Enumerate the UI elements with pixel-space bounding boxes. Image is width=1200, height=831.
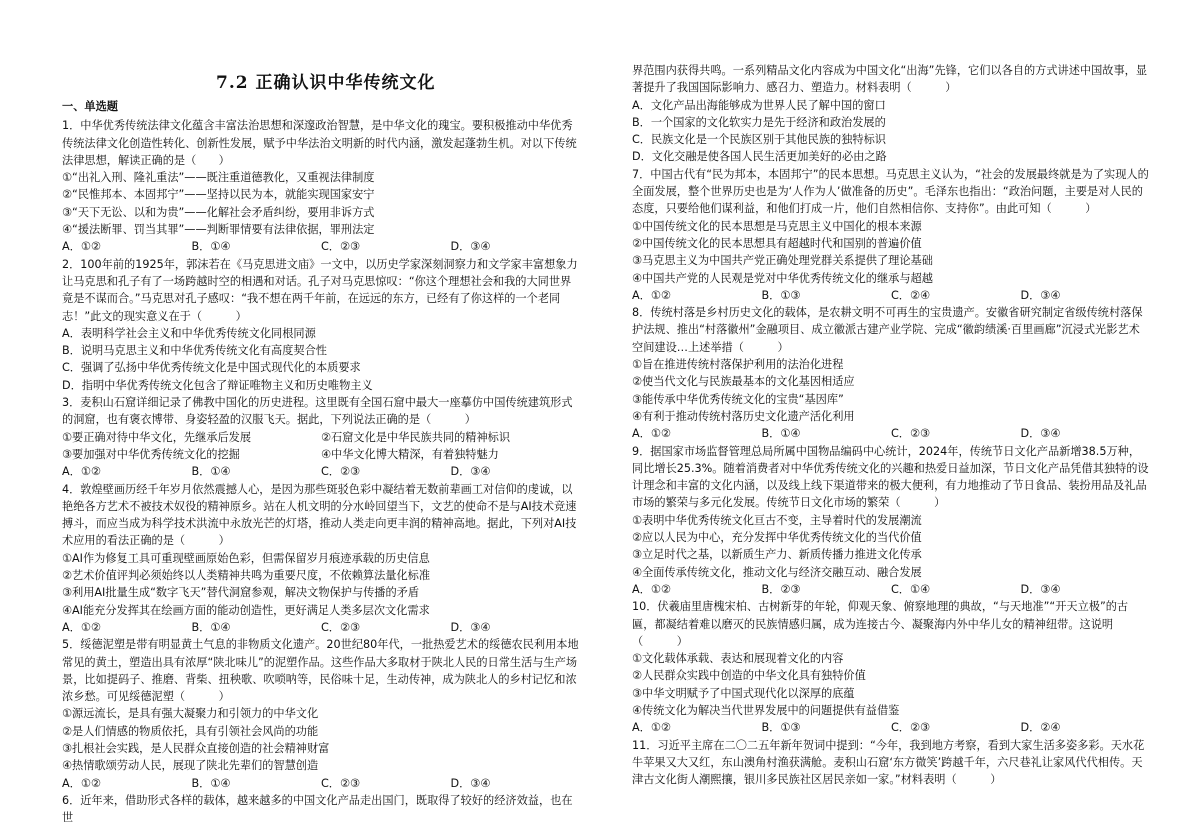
choice-b[interactable]: B．①④	[191, 620, 231, 634]
choice-c[interactable]: C．②③	[321, 776, 361, 790]
statement-option: ②石窟文化是中华民族共同的精神标识	[321, 430, 511, 444]
statement-option: ②是人们情感的物质依托，具有引领社会风尚的功能	[62, 724, 319, 738]
question-6	[62, 792, 580, 827]
choice-b[interactable]: B．①④	[191, 465, 231, 479]
choice-c[interactable]: C．②③	[321, 240, 361, 254]
page-title: 7.2 正确认识中华传统文化	[216, 73, 436, 93]
statement-row	[62, 429, 580, 446]
question-3	[62, 394, 580, 480]
statement-option: ③“天下无讼、以和为贵”——化解社会矛盾纠纷，要用非诉方式	[62, 205, 375, 219]
statement-option: ①“出礼入刑、隆礼重法”——既注重道德教化，又重视法律制度	[62, 171, 375, 185]
statement-option: ①旨在推进传统村落保护利用的法治化进程	[632, 358, 844, 372]
statement-option: ④AI能充分发挥其在绘画方面的能动创造性，更好满足人类多层次文化需求	[62, 603, 430, 617]
choice-c[interactable]: C．②④	[891, 288, 931, 302]
statement-option: ②艺术价值评判必须始终以人类精神共鸣为重要尺度，不依赖算法量化标准	[62, 569, 431, 583]
question-8	[632, 304, 1150, 442]
question-10	[632, 598, 1150, 736]
choice-a[interactable]: A．表明科学社会主义和中华优秀传统文化同根同源	[62, 326, 316, 340]
choice-d[interactable]: D．③④	[1020, 582, 1061, 596]
statement-option: ③要加强对中华优秀传统文化的挖掘	[62, 447, 240, 461]
choice-a[interactable]: A．①②	[632, 288, 671, 302]
choice-a[interactable]: A．①②	[62, 240, 101, 254]
statement-option: ③马克思主义为中国共产党正确处理党群关系提供了理论基础	[632, 254, 933, 268]
answer-choices	[632, 719, 1150, 736]
statement-option: ③能传承中华优秀传统文化的宝贵“基因库”	[632, 392, 844, 406]
statement-option: ①要正确对待中华文化，先继承后发展	[62, 430, 252, 444]
choice-c[interactable]: C．②③	[321, 620, 361, 634]
choice-c[interactable]: C．①④	[891, 582, 931, 596]
choice-c[interactable]: C．强调了弘扬中华优秀传统文化是中国式现代化的本质要求	[62, 361, 361, 375]
question-5	[62, 636, 580, 792]
choice-d[interactable]: D．文化交融是使各国人民生活更加美好的必由之路	[632, 150, 887, 164]
statement-option: ①文化载体承载、表达和展现着文化的内容	[632, 652, 844, 666]
choice-b[interactable]: B．一个国家的文化软实力是先于经济和政治发展的	[632, 115, 886, 129]
statement-option: ①AI作为修复工具可重现壁画原始色彩，但需保留岁月痕迹承载的历史信息	[62, 551, 430, 565]
choice-b[interactable]: B．①③	[761, 721, 801, 735]
question-7	[632, 166, 1150, 304]
answer-choices	[62, 238, 580, 255]
section-heading: 一、单选题	[62, 100, 118, 113]
question-stem: 11．习近平主席在二〇二五年新年贺词中提到：“今年，我到地方考察，看到大家生活多姿多彩。天水花牛苹果又大又红，东山澳角村渔获满舱。麦积山石窟‘东方微笑’跨越千年，六尺巷礼让家风代代相传。天津古文化街人潮熙攘，银川多民族社区居民亲如一家。”材料表明（ ）	[632, 738, 1145, 787]
question-stem: 2．100年前的1925年，郭沫若在《马克思进文庙》一文中，以历史学家深刻洞察力和文学家丰富想象力让马克思和孔子有了一场跨越时空的相遇和对话。孔子对马克思惊叹：“你这个理想社会和我的大同世界竟是不谋而合。”马克思对孔子感叹：“我不想在两千年前，在远远的东方，已经有了你这样的一个老同志！”此文的现实意义在于（ ）	[62, 257, 578, 323]
question-stem: 5．绥德泥塑是带有明显黄土气息的非物质文化遗产。20世纪80年代，一批热爱艺术的绥德农民利用本地常见的黄土，塑造出具有浓厚“陕北味儿”的泥塑作品。这些作品大多取材于陕北人民的日常生活与生产场景，比如提码子、推磨、背柴、扭秧歌、吹唢呐等，民俗味十足，生动传神，成为陕北人的乡村记忆和浓浓乡愁。可见绥德泥塑（ ）	[62, 638, 579, 704]
choice-d[interactable]: D．③④	[450, 465, 491, 479]
statement-option: ③利用AI批量生成“数字飞天”替代洞窟参观，解决文物保护与传播的矛盾	[62, 586, 420, 600]
choice-d[interactable]: D．③④	[450, 240, 491, 254]
choice-d[interactable]: D．③④	[1020, 288, 1061, 302]
statement-option: ①表明中华优秀传统文化亘古不变，主导着时代的发展潮流	[632, 513, 922, 527]
statement-option: ③中华文明赋予了中国式现代化以深厚的底蕴	[632, 686, 855, 700]
statement-option: ②使当代文化与民族最基本的文化基因相适应	[632, 375, 855, 389]
choice-b[interactable]: B．①③	[761, 288, 801, 302]
answer-choices	[632, 425, 1150, 442]
statement-option: ②应以人民为中心，充分发挥中华优秀传统文化的当代价值	[632, 531, 922, 545]
choice-a[interactable]: A．①②	[632, 427, 671, 441]
choice-d[interactable]: D．指明中华优秀传统文化包含了辩证唯物主义和历史唯物主义	[62, 378, 373, 392]
question-stem: 1．中华优秀传统法律文化蕴含丰富法治思想和深邃政治智慧，是中华文化的瑰宝。要积极推动中华优秀传统法律文化创造性转化、创新性发展，赋予中华法治文明新的时代内涵，激发起蓬勃生机。对以下传统法律思想，解读正确的是（ ）	[62, 119, 577, 167]
left-column	[62, 70, 580, 826]
choice-a[interactable]: A．文化产品出海能够成为世界人民了解中国的窗口	[632, 98, 886, 112]
question-11	[632, 737, 1150, 789]
statement-option: ④全面传承传统文化，推动文化与经济交融互动、融合发展	[632, 565, 922, 579]
question-stem: 8．传统村落是乡村历史文化的载体，是农耕文明不可再生的宝贵遗产。安徽省研究制定省级传统村落保护法规、推出“村落徽州”金融项目、成立徽派古建产业学院、完成“徽韵绩溪·百里画廊”沉浸式光影艺术空间建设…上述举措（ ）	[632, 306, 1143, 354]
choice-a[interactable]: A．①②	[62, 620, 101, 634]
answer-choices	[632, 287, 1150, 304]
question-stem: 界范围内获得共鸣。一系列精品文化内容成为中国文化“出海”先锋，它们以各自的方式讲述中国故事，显著提升了我国国际影响力、感召力、塑造力。材料表明（ ）	[632, 64, 1148, 95]
answer-choices	[62, 463, 580, 480]
choice-b[interactable]: B．①④	[191, 240, 231, 254]
statement-option: ④中国共产党的人民观是党对中华优秀传统文化的继承与超越	[632, 271, 933, 285]
choice-a[interactable]: A．①②	[62, 465, 101, 479]
question-2	[62, 256, 580, 394]
statement-option: ①中国传统文化的民本思想是马克思主义中国化的根本来源	[632, 219, 922, 233]
answer-choices	[62, 775, 580, 792]
choice-d[interactable]: D．②④	[1020, 721, 1061, 735]
statement-option: ②中国传统文化的民本思想具有超越时代和国别的普遍价值	[632, 236, 922, 250]
choice-b[interactable]: B．①④	[761, 427, 801, 441]
question-4	[62, 481, 580, 637]
question-stem: 10．伏羲庙里唐槐宋柏、古树新芽的年轮，仰观天象、俯察地理的典故，“与天地准”“开天立极”的古匾，都凝结着难以磨灭的民族情感归属，成为连接古今、凝聚海内外中华儿女的精神纽带。这说明（ ）	[632, 600, 1129, 648]
statement-option: ④热情歌颂劳动人民，展现了陕北先辈们的智慧创造	[62, 759, 319, 773]
statement-option: ②“民惟邦本、本固邦宁”——坚持以民为本，就能实现国家安宁	[62, 188, 375, 202]
question-stem: 6．近年来，借助形式各样的载体，越来越多的中国文化产品走出国门，既取得了较好的经济效益，也在世	[62, 793, 573, 825]
question-1	[62, 117, 580, 255]
choice-d[interactable]: D．③④	[450, 776, 491, 790]
statement-option: ③扎根社会实践，是人民群众直接创造的社会精神财富	[62, 741, 330, 755]
choice-d[interactable]: D．③④	[450, 620, 491, 634]
statement-option: ④“援法断罪、罚当其罪”——判断罪情要有法律依据，罪刑法定	[62, 223, 375, 237]
statement-option: ④中华文化博大精深，有着独特魅力	[321, 447, 499, 461]
statement-option: ④传统文化为解决当代世界发展中的问题提供有益借鉴	[632, 703, 900, 717]
question-stem: 7．中国古代有“民为邦本，本固邦宁”的民本思想。马克思主义认为，“社会的发展最终就是为了实现人的全面发展，整个世界历史也是为‘人作为人’做准备的历史”。毛泽东也指出：“政治问题，主要是对人民的态度，只要给他们谋利益，和他们打成一片，他们自然相信你、支持你”。由此可知（ ）	[632, 167, 1149, 216]
choice-b[interactable]: B．说明马克思主义和中华优秀传统文化有高度契合性	[62, 344, 327, 358]
choice-b[interactable]: B．①④	[191, 776, 231, 790]
choice-c[interactable]: C．②③	[891, 427, 931, 441]
statement-option: ②人民群众实践中创造的中华文化具有独特价值	[632, 669, 866, 683]
answer-choices	[62, 619, 580, 636]
statement-option: ④有利于推动传统村落历史文化遗产活化利用	[632, 409, 855, 423]
choice-d[interactable]: D．③④	[1020, 427, 1061, 441]
question-stem: 9．据国家市场监督管理总局所属中国物品编码中心统计，2024年，传统节日文化产品新增38.5万种，同比增长25.3%。随着消费者对中华优秀传统文化的兴趣和热爱日益加深，节日文化产品凭借其独特的设计理念和丰富的文化内涵，以及线上线下渠道带来的极大便利，有力地推动了节日食品、装扮用品及礼品市场的繁荣与多元化发展。传统节日文化市场的繁荣（ ）	[632, 444, 1149, 510]
question-6-continued	[632, 62, 1150, 166]
statement-row	[62, 446, 580, 463]
statement-option: ①源远流长，是具有强大凝聚力和引领力的中华文化	[62, 707, 319, 721]
choice-a[interactable]: A．①②	[632, 721, 671, 735]
choice-a[interactable]: A．①②	[62, 776, 101, 790]
choice-b[interactable]: B．②③	[761, 582, 801, 596]
question-9	[632, 443, 1150, 599]
question-stem: 4．敦煌壁画历经千年岁月依然震撼人心，是因为那些斑驳色彩中凝结着无数前辈画工对信仰的虔诚，以艳绝各方艺术不被技术奴役的精神原乡。站在人机文明的分水岭回望当下，文艺的使命不是与AI技术竞速搏斗，而应当成为科学技术洪流中永放光芒的灯塔，推动人类走向更丰润的精神高地。据此，下列对AI技术应用的看法正确的是（ ）	[62, 482, 577, 548]
statement-option: ③立足时代之基，以新质生产力、新质传播力推进文化传承	[632, 548, 922, 562]
right-column	[632, 62, 1150, 788]
choice-a[interactable]: A．①②	[632, 582, 671, 596]
choice-c[interactable]: C．民族文化是一个民族区别于其他民族的独特标识	[632, 133, 886, 147]
question-stem: 3．麦积山石窟详细记录了佛教中国化的历史进程。这里既有全国石窟中最大一座摹仿中国传统建筑形式的洞窟，也有褒衣博带、身姿轻盈的汉服飞天。据此，下列说法正确的是（ ）	[62, 396, 573, 427]
answer-choices	[632, 581, 1150, 598]
choice-c[interactable]: C．②③	[321, 465, 361, 479]
choice-c[interactable]: C．②③	[891, 721, 931, 735]
